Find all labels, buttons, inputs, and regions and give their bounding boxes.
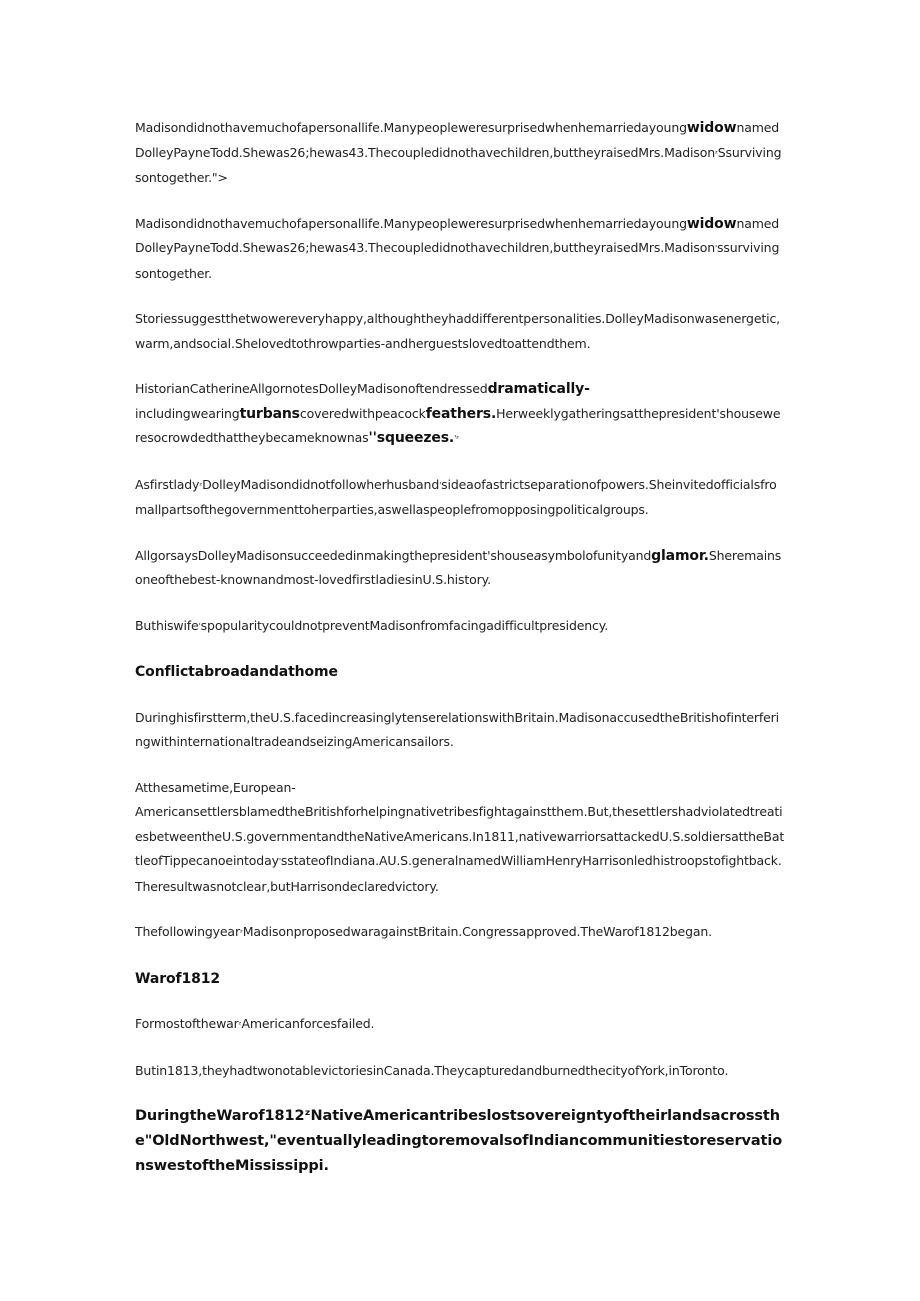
- text-run: Madisondidnothavemuchofapersonallife.Manypeopleweresurprisedwhenhemarriedayoung: [135, 215, 687, 231]
- text-run: Ssurvivingsontogether.">: [135, 144, 782, 185]
- text-run: DuringtheWarof1812: [135, 1108, 305, 1124]
- stray-mark: ': [439, 480, 442, 490]
- text-run: Madisondidnothavemuchofapersonallife.Manypeopleweresurprisedwhenhemarriedayoung: [135, 120, 687, 135]
- text-run: Buthiswife: [135, 617, 199, 633]
- text-run: AllgorsaysDolleyMadisonsucceededinmakingthepresident'shouse: [135, 547, 534, 563]
- paragraph-13-bold: [135, 1104, 785, 1179]
- text-run: Butin1813,theyhadtwonotablevictoriesinCanada.TheycapturedandburnedthecityofYork,inToronto.: [135, 1062, 729, 1078]
- text-run: NativeAmericantribeslostsovereigntyoftheirlandsacrossthe"OldNorthwest,"eventuallyleadingtoremovalsofIndiancommunitiestoreservationswestoftheMississippi.: [135, 1108, 783, 1174]
- text-run: Storiessuggestthetwowereveryhappy,althoughtheyhaddifferentpersonalities.DolleyMadisonwasenergetic,warm,andsocial.Shelovedtothrowparties-andherguestslovedtoattendthem.: [135, 311, 781, 351]
- bold-term: ''squeezes.: [368, 430, 455, 446]
- stray-mark: ': [714, 244, 718, 253]
- stray-mark: ': [278, 857, 281, 866]
- text-run: symbolofunityand: [541, 547, 652, 563]
- paragraph-7: [135, 614, 785, 640]
- bold-term: feathers.: [425, 405, 497, 422]
- text-run: ssurvivingsontogether.: [135, 240, 780, 281]
- bold-term: glamor.: [651, 547, 709, 564]
- bold-term: widow: [686, 120, 737, 136]
- paragraph-12: [135, 1059, 785, 1084]
- text-run: Sheremainsoneofthebest-knownandmost-lovedfirstladiesinU.S.history.: [135, 547, 782, 587]
- paragraph-9: [135, 776, 785, 900]
- text-run: namedDolleyPayneTodd.Shewas26;hewas43.Thecoupledidnothavechildren,buttheyraisedMrs.Madison: [135, 215, 780, 255]
- paragraph-11: [135, 1012, 785, 1038]
- bold-term: dramatically-: [487, 381, 590, 397]
- stray-mark: ᶻ: [714, 148, 718, 158]
- text-run: Duringhisfirstterm,theU.S.facedincreasinglytenserelationswithBritain.MadisonaccusedtheBritishofinterferingwithinternationaltradeandseizingAmericansailors.: [135, 709, 779, 749]
- section-heading-war-of-1812: Warof1812: [135, 970, 221, 987]
- text-run: spopularitycouldnotpreventMadisonfromfacingadifficultpresidency.: [200, 617, 609, 633]
- text-run: HistorianCatherineAllgornotesDolleyMadisonoftendressed: [135, 381, 488, 396]
- paragraph-3: [135, 307, 785, 356]
- bold-term: turbans: [239, 405, 300, 422]
- text-run: Atthesametime,European-: [135, 779, 296, 795]
- text-run: Americanforcesfailed.: [241, 1016, 375, 1031]
- paragraph-6: [135, 544, 785, 593]
- stray-mark: ᶻ: [238, 1020, 242, 1029]
- italic-term: a: [533, 547, 542, 563]
- stray-mark: ᶻ: [199, 480, 203, 490]
- document-body: [135, 116, 785, 1179]
- text-run: DolleyMadisondidnotfollowherhusband: [202, 476, 440, 492]
- text-run: includingwearing: [135, 405, 240, 421]
- text-run: sideaofastrictseparationofpowers.Sheinvitedofficialsfromallpartsofthegovernmenttoherparties,aswellaspeoplefromopposingpoliticalgroups.: [135, 476, 777, 517]
- paragraph-2: [135, 212, 785, 287]
- text-run: coveredwithpeacock: [299, 405, 426, 421]
- stray-mark: ᶻ: [304, 1108, 311, 1124]
- text-run: Herweeklygatheringsatthepresident'shouseweresocrowdedthattheybecameknownas: [135, 405, 781, 445]
- text-run: sstateofIndiana.AU.S.generalnamedWilliamHenryHarrisonledhistroopstofightback.Theresultwasnotclear,butHarrisondeclaredvictory.: [135, 853, 782, 894]
- text-run: Formostofthewar: [135, 1016, 239, 1031]
- stray-mark: ': [198, 621, 201, 631]
- paragraph-5: [135, 473, 785, 523]
- text-run: namedDolleyPayneTodd.Shewas26;hewas43.Thecoupledidnothavechildren,buttheyraisedMrs.Madison: [135, 120, 780, 160]
- text-run: MadisonproposedwaragainstBritain.Congressapproved.TheWarof1812began.: [242, 924, 712, 939]
- section-heading-conflict: Conflictabroadandathome: [135, 664, 338, 680]
- paragraph-8: [135, 706, 785, 755]
- paragraph-1: [135, 116, 785, 191]
- stray-mark: ᶻ: [239, 928, 243, 937]
- paragraph-4: [135, 377, 785, 452]
- text-run: AmericansettlersblamedtheBritishforhelpingnativetribesfightagainstthem.But,thesettlershadviolatedtreatiesbetweentheU.S.governmentandtheNativeAmericans.In1811,nativewarriorsattackedU.S.soldiersattheBattleofTippecanoeintoday: [135, 804, 785, 868]
- paragraph-10: [135, 920, 785, 946]
- bold-term: widow: [686, 215, 737, 232]
- stray-mark: 'ᶻ: [454, 434, 459, 443]
- text-run: Asfirstlady: [135, 476, 200, 492]
- text-run: Thefollowingyear: [135, 924, 240, 939]
